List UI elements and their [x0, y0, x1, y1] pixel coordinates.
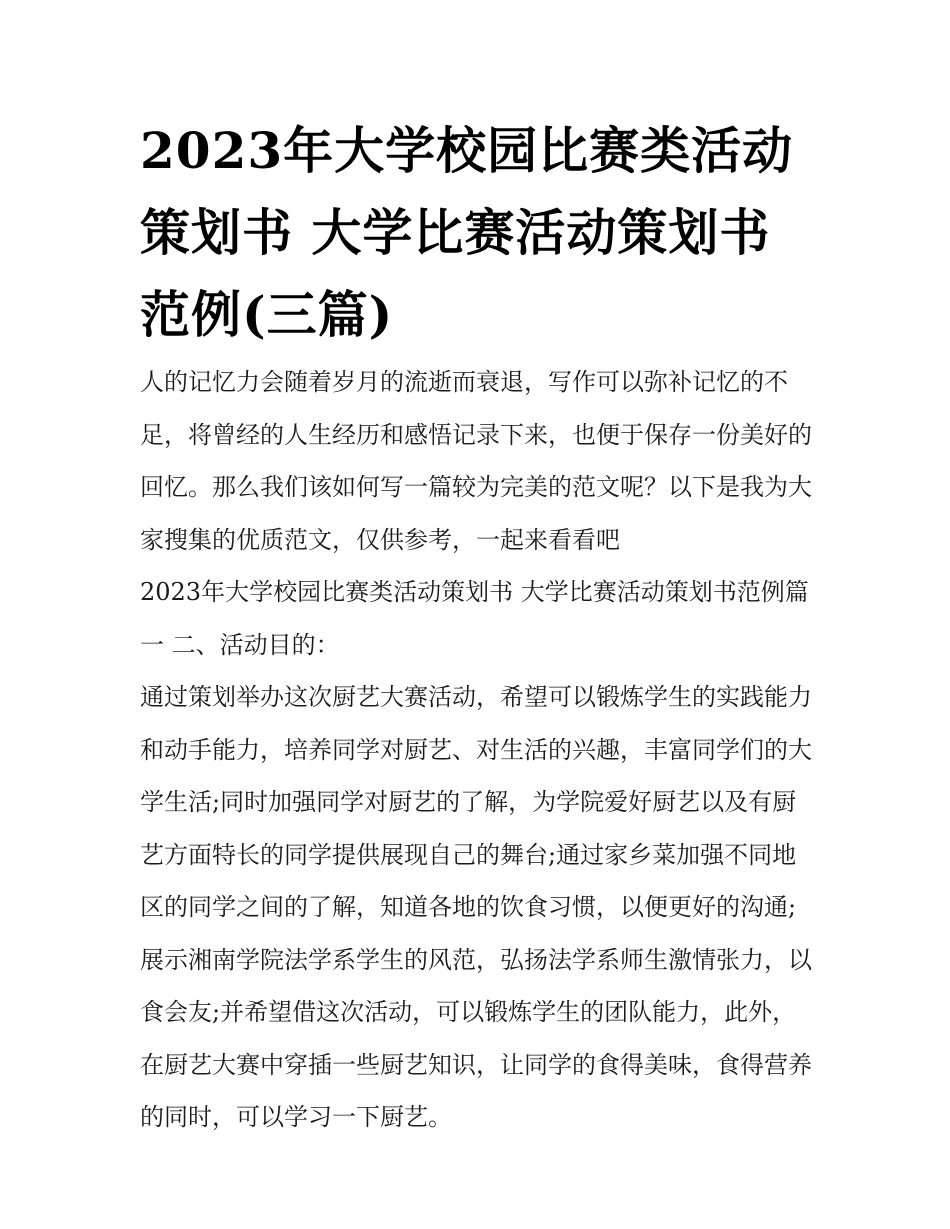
section-heading-paragraph: 2023年大学校园比赛类活动策划书 大学比赛活动策划书范例篇一 二、活动目的：	[140, 578, 809, 659]
purpose-paragraph: 通过策划举办这次厨艺大赛活动，希望可以锻炼学生的实践能力和动手能力，培养同学对厨艺、对生活的兴趣，丰富同学们的大学生活;同时加强同学对厨艺的了解，为学院爱好厨艺以及有厨艺方面特长的同学提供展现自己的舞台;通过家乡菜加强不同地区的同学之间的了解，知道各地的饮食习惯，以便更好的沟通;展示湘南学院法学系学生的风范，弘扬法学系师生激情张力，以食会友;并希望借这次活动，可以锻炼学生的团队能力，此外，在厨艺大赛中穿插一些厨艺知识，让同学的食得美味，食得营养的同时，可以学习一下厨艺。	[140, 683, 812, 1131]
intro-paragraph: 人的记忆力会随着岁月的流逝而衰退，写作可以弥补记忆的不足，将曾经的人生经历和感悟记录下来，也便于保存一份美好的回忆。那么我们该如何写一篇较为完美的范文呢？以下是我为大家搜集的优质范文，仅供参考，一起来看看吧	[140, 368, 812, 554]
document-title: 2023年大学校园比赛类活动策划书 大学比赛活动策划书范例(三篇)	[140, 121, 794, 344]
document-body	[140, 356, 820, 1144]
